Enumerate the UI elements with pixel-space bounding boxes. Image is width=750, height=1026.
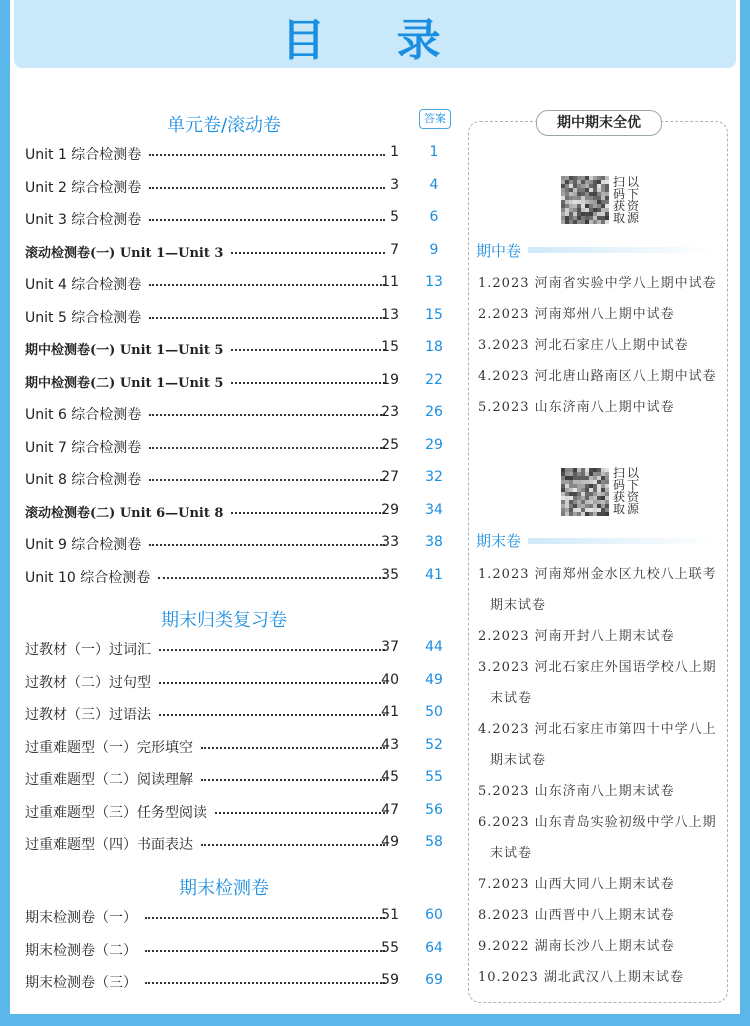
- dot-leader: [231, 512, 385, 514]
- toc-row-label: Unit 9 综合检测卷: [25, 537, 142, 553]
- toc-row-page: 59: [381, 972, 399, 988]
- toc-row-page: 13: [381, 306, 399, 323]
- toc-row-page: 3: [390, 176, 399, 193]
- toc-row-page: 29: [381, 501, 399, 518]
- toc-row-page: 5: [390, 209, 399, 225]
- section-title: 期末归类复习卷: [161, 610, 287, 631]
- toc-row-label: 期中检测卷(一) Unit 1—Unit 5: [25, 343, 224, 358]
- toc-row[interactable]: [25, 242, 455, 264]
- dot-leader: [159, 714, 385, 716]
- toc-row[interactable]: [25, 437, 455, 459]
- qr-label-char: 扫: [612, 175, 625, 189]
- toc-row[interactable]: [25, 469, 455, 491]
- qr-label-char: 取: [612, 211, 625, 225]
- toc-row[interactable]: [25, 802, 455, 824]
- qr-label-char: 下: [626, 187, 639, 201]
- qr-label-char: 扫: [612, 466, 625, 480]
- toc-row-label: Unit 6 综合检测卷: [25, 407, 142, 423]
- toc-row-page: 43: [381, 736, 399, 753]
- toc-row-page: 45: [381, 769, 399, 785]
- toc-row[interactable]: [25, 940, 455, 962]
- paper-list-item: 末试卷: [490, 846, 533, 861]
- paper-list-item: 7.2023 山西大同八上期末试卷: [478, 877, 675, 892]
- toc-row-answer-page: 41: [425, 566, 443, 583]
- toc-row-answer-page: 64: [425, 939, 443, 956]
- toc-row[interactable]: [25, 307, 455, 329]
- toc-row-page: 25: [381, 436, 399, 453]
- paper-list-item: 4.2023 河北唐山路南区八上期中试卷: [478, 369, 717, 384]
- toc-row-label: 过重难题型（一）完形填空: [25, 739, 193, 756]
- paper-list-item: 末试卷: [490, 691, 533, 706]
- dot-leader: [149, 447, 385, 449]
- dot-leader: [149, 154, 385, 156]
- toc-row-label: Unit 1 综合检测卷: [25, 147, 142, 163]
- paper-list-item: 8.2023 山西晋中八上期末试卷: [478, 908, 675, 923]
- toc-row-answer-page: 18: [425, 339, 443, 355]
- toc-row-page: 55: [381, 939, 399, 956]
- toc-row-answer-page: 26: [425, 404, 443, 420]
- toc-row-answer-page: 4: [429, 176, 439, 193]
- toc-row[interactable]: [25, 672, 455, 694]
- toc-row-answer-page: 55: [425, 769, 443, 785]
- resource-panel-title: 期中期末全优: [536, 110, 662, 136]
- toc-row[interactable]: [25, 704, 455, 726]
- dot-leader: [231, 349, 385, 351]
- dot-leader: [231, 382, 385, 384]
- paper-list-item: 期末试卷: [490, 598, 547, 613]
- qr-label-char: 获: [612, 490, 625, 504]
- toc-row-page: 23: [381, 404, 399, 420]
- dot-leader: [149, 414, 385, 416]
- toc-row-label: Unit 2 综合检测卷: [25, 179, 142, 196]
- toc-row[interactable]: [25, 834, 455, 856]
- toc-row[interactable]: [25, 737, 455, 759]
- section-title: 期末检测卷: [179, 878, 269, 899]
- toc-row-label: 期末检测卷（二）: [25, 942, 137, 959]
- qr-label-char: 码: [612, 478, 625, 492]
- dot-leader: [149, 544, 385, 546]
- toc-row-label: 滚动检测卷(二) Unit 6—Unit 8: [25, 505, 224, 521]
- toc-row-page: 33: [381, 534, 399, 550]
- toc-row-label: 期末检测卷（三）: [25, 975, 137, 991]
- toc-row-answer-page: 13: [425, 274, 443, 290]
- toc-row[interactable]: [25, 567, 455, 589]
- page-title: 目 录: [281, 15, 469, 66]
- toc-row-label: Unit 5 综合检测卷: [25, 309, 142, 326]
- paper-list-item: 9.2022 湖南长沙八上期末试卷: [478, 939, 675, 954]
- qr-code-label: [612, 467, 642, 515]
- toc-row[interactable]: [25, 372, 455, 394]
- paper-list-item: 2.2023 河南开封八上期末试卷: [478, 629, 675, 644]
- toc-row-page: 51: [381, 907, 399, 923]
- toc-row-page: 40: [381, 671, 399, 688]
- toc-row-label: 过教材（三）过语法: [25, 707, 151, 723]
- toc-row-answer-page: 9: [429, 241, 439, 258]
- toc-row-page: 15: [381, 339, 399, 355]
- paper-list-item: 6.2023 山东青岛实验初级中学八上期: [478, 815, 717, 830]
- dot-leader: [201, 747, 385, 749]
- toc-row-label: 过重难题型（二）阅读理解: [25, 772, 193, 788]
- toc-row-label: 过教材（一）过词汇: [25, 642, 151, 658]
- toc-row-answer-page: 56: [425, 801, 443, 818]
- toc-row-answer-page: 1: [429, 144, 439, 160]
- dot-leader: [158, 577, 385, 579]
- toc-row-page: 35: [381, 566, 399, 583]
- toc-row-label: Unit 3 综合检测卷: [25, 212, 142, 228]
- toc-row[interactable]: [25, 769, 455, 791]
- toc-row[interactable]: [25, 274, 455, 296]
- dot-leader: [149, 219, 385, 221]
- toc-row-answer-page: 32: [425, 469, 443, 485]
- qr-label-char: 源: [626, 211, 639, 225]
- toc-row[interactable]: [25, 177, 455, 199]
- heading-divider: [528, 538, 714, 544]
- qr-label-char: 下: [626, 478, 639, 492]
- toc-row-label: 过重难题型（四）书面表达: [25, 837, 193, 853]
- final-heading: 期末卷: [476, 532, 522, 550]
- toc-row-label: Unit 7 综合检测卷: [25, 439, 142, 456]
- toc-row-answer-page: 15: [425, 306, 443, 323]
- toc-row[interactable]: [25, 907, 455, 929]
- qr-code-label: [612, 176, 642, 224]
- dot-leader: [201, 779, 385, 781]
- toc-row-label: 滚动检测卷(一) Unit 1—Unit 3: [25, 245, 224, 261]
- dot-leader: [159, 649, 385, 651]
- toc-row-answer-page: 58: [425, 834, 443, 850]
- qr-code-icon[interactable]: [561, 468, 609, 516]
- toc-row-answer-page: 29: [425, 436, 443, 453]
- qr-label-char: 取: [612, 502, 625, 516]
- toc-row[interactable]: [25, 502, 455, 524]
- toc-row-page: 7: [390, 241, 399, 258]
- paper-list-item: 2.2023 河南郑州八上期中试卷: [478, 307, 675, 322]
- toc-row-label: Unit 8 综合检测卷: [25, 472, 142, 488]
- toc-row-label: Unit 10 综合检测卷: [25, 569, 151, 586]
- paper-list-item: 1.2023 河南郑州金水区九校八上联考: [478, 567, 717, 582]
- paper-list-item: 3.2023 河北石家庄八上期中试卷: [478, 338, 689, 353]
- qr-code-icon[interactable]: [561, 176, 609, 224]
- toc-row-label: 期中检测卷(二) Unit 1—Unit 5: [25, 375, 224, 391]
- toc-row-page: 19: [381, 371, 399, 388]
- toc-row-page: 47: [381, 801, 399, 818]
- dot-leader: [145, 950, 385, 952]
- qr-label-char: 获: [612, 199, 625, 213]
- toc-row[interactable]: [25, 144, 455, 166]
- toc-row-page: 27: [381, 469, 399, 485]
- qr-label-char: 以: [626, 175, 639, 189]
- dot-leader: [215, 812, 385, 814]
- paper-list-item: 5.2023 山东济南八上期末试卷: [478, 784, 675, 799]
- dot-leader: [149, 479, 385, 481]
- toc-row-label: Unit 4 综合检测卷: [25, 277, 142, 293]
- dot-leader: [159, 682, 385, 684]
- dot-leader: [231, 252, 385, 254]
- toc-row-answer-page: 22: [425, 371, 443, 388]
- toc-row-answer-page: 6: [429, 209, 439, 225]
- dot-leader: [145, 982, 385, 984]
- toc-row-page: 37: [381, 639, 399, 655]
- dot-leader: [149, 317, 385, 319]
- toc-row[interactable]: [25, 639, 455, 661]
- toc-row-answer-page: 69: [425, 972, 443, 988]
- qr-label-char: 资: [626, 199, 639, 213]
- toc-row-page: 1: [390, 144, 399, 160]
- toc-row-page: 41: [381, 704, 399, 720]
- dot-leader: [201, 844, 385, 846]
- heading-divider: [528, 247, 714, 253]
- toc-row-answer-page: 50: [425, 704, 443, 720]
- toc-row-answer-page: 60: [425, 907, 443, 923]
- toc-row[interactable]: [25, 209, 455, 231]
- paper-list-item: 3.2023 河北石家庄外国语学校八上期: [478, 660, 717, 675]
- header-banner: [14, 0, 736, 68]
- qr-label-char: 源: [626, 502, 639, 516]
- toc-row-page: 49: [381, 834, 399, 850]
- toc-row-answer-page: 34: [425, 501, 443, 518]
- toc-row-page: 11: [381, 274, 399, 290]
- toc-row-answer-page: 38: [425, 534, 443, 550]
- toc-row-label: 过重难题型（三）任务型阅读: [25, 804, 207, 821]
- paper-list-item: 1.2023 河南省实验中学八上期中试卷: [478, 276, 717, 291]
- midterm-heading: 期中卷: [476, 242, 522, 260]
- paper-list-item: 4.2023 河北石家庄市第四十中学八上: [478, 722, 717, 737]
- toc-row-label: 期末检测卷（一）: [25, 910, 137, 926]
- toc-row[interactable]: [25, 404, 455, 426]
- dot-leader: [149, 284, 385, 286]
- toc-row[interactable]: [25, 972, 455, 994]
- toc-row-answer-page: 49: [425, 671, 443, 688]
- answer-column-badge: 答案: [419, 109, 451, 129]
- paper-list-item: 期末试卷: [490, 753, 547, 768]
- dot-leader: [145, 917, 385, 919]
- qr-label-char: 以: [626, 466, 639, 480]
- section-title: 单元卷/滚动卷: [166, 115, 282, 136]
- toc-row-answer-page: 44: [425, 639, 443, 655]
- paper-list-item: 5.2023 山东济南八上期中试卷: [478, 400, 675, 415]
- qr-label-char: 资: [626, 490, 639, 504]
- dot-leader: [149, 187, 385, 189]
- toc-row-label: 过教材（二）过句型: [25, 674, 151, 691]
- toc-row-answer-page: 52: [425, 736, 443, 753]
- qr-label-char: 码: [612, 187, 625, 201]
- toc-row[interactable]: [25, 339, 455, 361]
- paper-list-item: 10.2023 湖北武汉八上期末试卷: [478, 970, 684, 985]
- toc-row[interactable]: [25, 534, 455, 556]
